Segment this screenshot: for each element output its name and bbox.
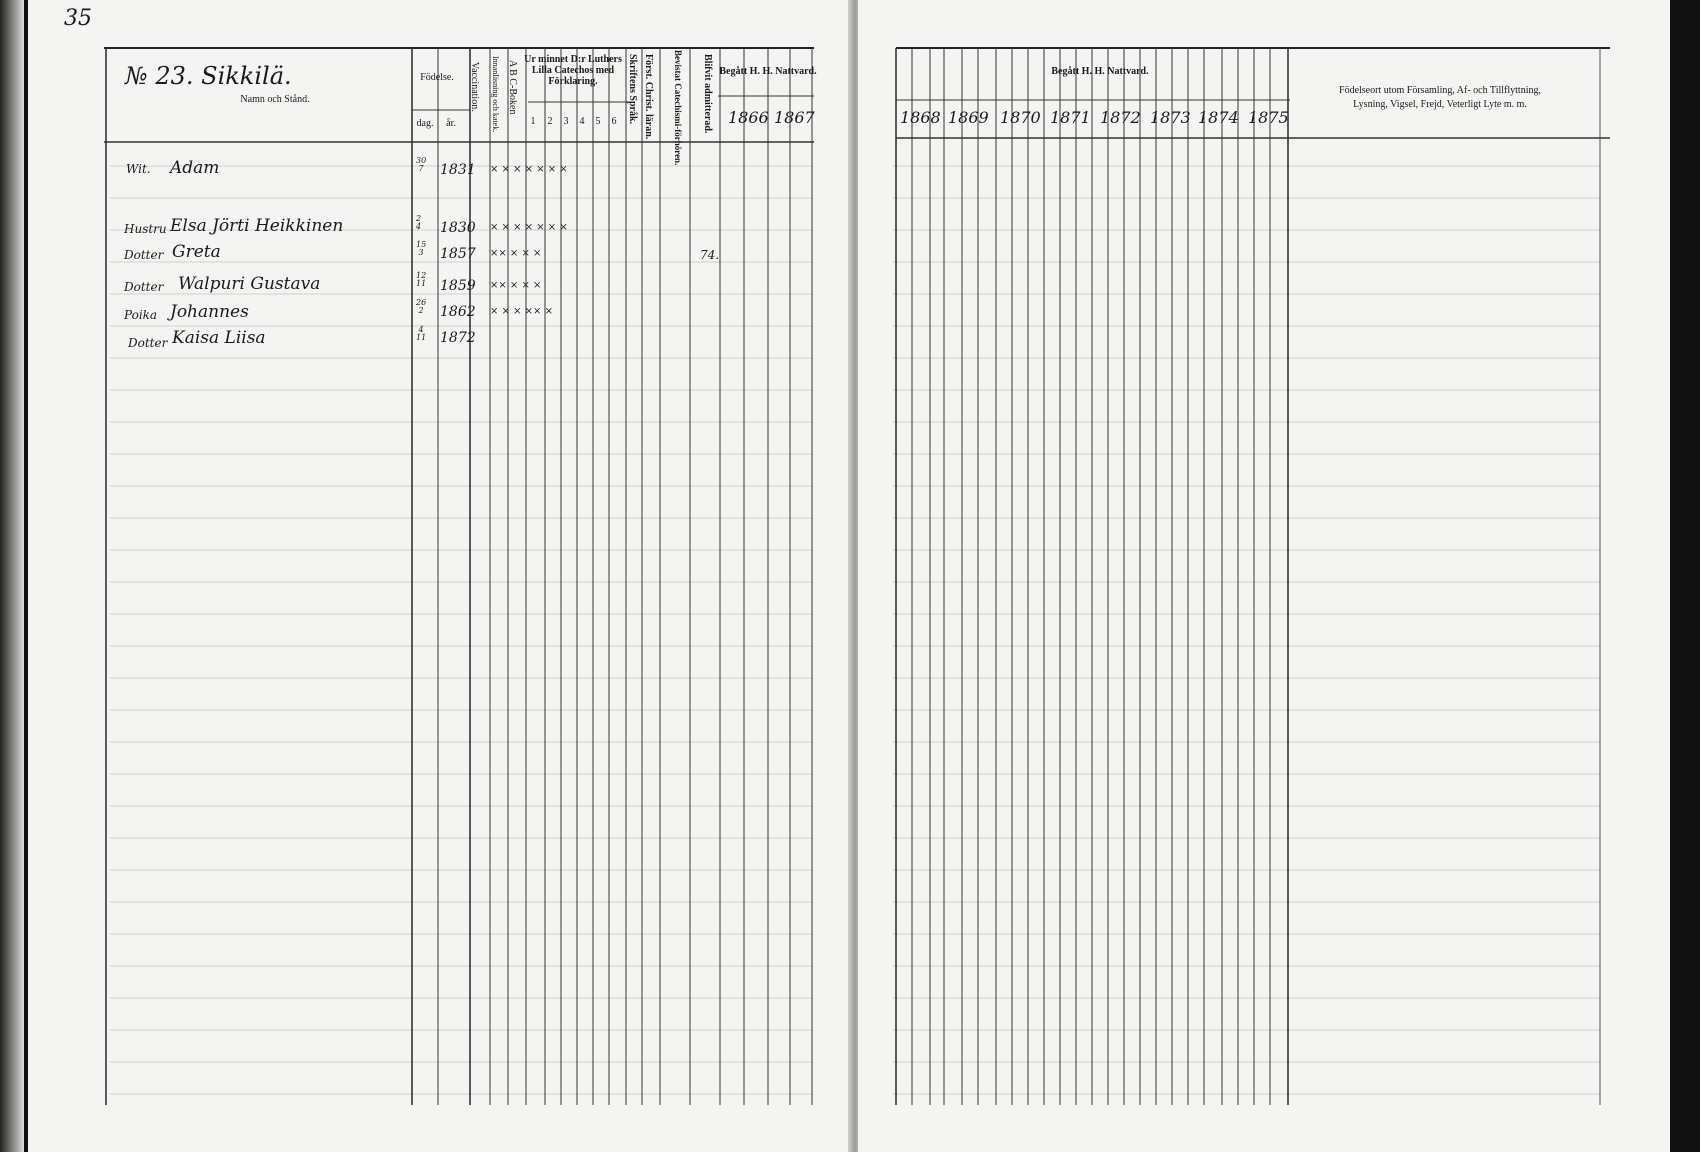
catechism-header: Bevistat Catechismi-förhören. (673, 50, 683, 166)
person-birth-year: 1872 (440, 330, 476, 346)
person-birth-day: 12 11 (416, 271, 427, 288)
year-1872: 1872 (1100, 108, 1141, 127)
luther-col-2: 2 (547, 116, 553, 127)
person-birth-year: 1831 (440, 162, 476, 178)
person-name: Greta (172, 242, 221, 262)
year-1869: 1869 (948, 108, 989, 127)
christ-header: Först. Christ. läran. (643, 54, 654, 140)
person-role: Dotter (124, 248, 164, 262)
luther-col-3: 3 (563, 116, 569, 127)
vaccination-header: Vaccination. (469, 62, 480, 112)
person-birth-year: 1862 (440, 304, 476, 320)
year-1867: 1867 (774, 108, 815, 127)
person-marks: ×× × × × (490, 280, 542, 291)
person-name: Kaisa Liisa (172, 328, 266, 348)
person-role: Wit. (126, 162, 151, 176)
person-name: Elsa Jörti Heikkinen (170, 216, 344, 236)
person-birth-day: 4 11 (416, 325, 427, 342)
person-role: Dotter (128, 336, 168, 350)
person-birth-day: 15 3 (416, 240, 427, 257)
person-role: Poika (124, 308, 158, 322)
remarks-header: Födelseort utom Församling, Af- och Tillflyttning, Lysning, Vigsel, Frejd, Veterligt Lyte m. m. (1339, 85, 1541, 110)
name-caption: Namn och Stånd. (240, 94, 310, 105)
person-marks: × × × × × × × (490, 164, 568, 175)
luther-col-6: 6 (611, 116, 617, 127)
year-1866: 1866 (728, 108, 769, 127)
luther-col-4: 4 (579, 116, 585, 127)
birth-header: Födelse. (420, 72, 454, 83)
reading-header: Innanläsning och katek. (491, 56, 500, 133)
person-name: Walpuri Gustava (178, 274, 321, 294)
person-birth-year: 1859 (440, 278, 476, 294)
year-1868: 1868 (900, 108, 941, 127)
page-number: 35 (64, 6, 92, 31)
communion-header-right: Begått H. H. Nattvard. (1051, 66, 1149, 77)
communion-header-left: Begått H. H. Nattvard. (719, 66, 817, 77)
household-title: № 23. Sikkilä. (125, 62, 292, 90)
luther-header: Ur minnet D:r Luthers Lilla Catechos med Förklaring. (524, 54, 622, 87)
abc-book-header: A B C-Boken (507, 60, 518, 115)
person-name: Adam (170, 158, 220, 178)
year-1874: 1874 (1198, 108, 1239, 127)
year-1870: 1870 (1000, 108, 1041, 127)
day-header: dag. (416, 118, 434, 129)
luther-col-1: 1 (530, 116, 536, 127)
person-marks: × × × ×× × (490, 306, 553, 317)
person-birth-day: 26 2 (416, 298, 427, 315)
admitted-note: 74. (700, 248, 720, 262)
person-birth-day: 30 7 (416, 156, 427, 173)
person-name: Johannes (170, 302, 249, 322)
admitted-header: Blifvit admitterad. (702, 54, 713, 134)
person-marks: ×× × × × (490, 248, 542, 259)
person-marks: × × × × × × × (490, 222, 568, 233)
year-1871: 1871 (1050, 108, 1091, 127)
year-header: år. (446, 118, 456, 129)
person-role: Dotter (124, 280, 164, 294)
year-1873: 1873 (1150, 108, 1191, 127)
year-1875: 1875 (1248, 108, 1289, 127)
person-birth-year: 1830 (440, 220, 476, 236)
luther-col-5: 5 (595, 116, 601, 127)
person-birth-year: 1857 (440, 246, 476, 262)
person-role: Hustru (124, 222, 167, 236)
person-birth-day: 2 4 (416, 214, 422, 231)
scripture-header: Skriftens Språk. (627, 54, 638, 125)
